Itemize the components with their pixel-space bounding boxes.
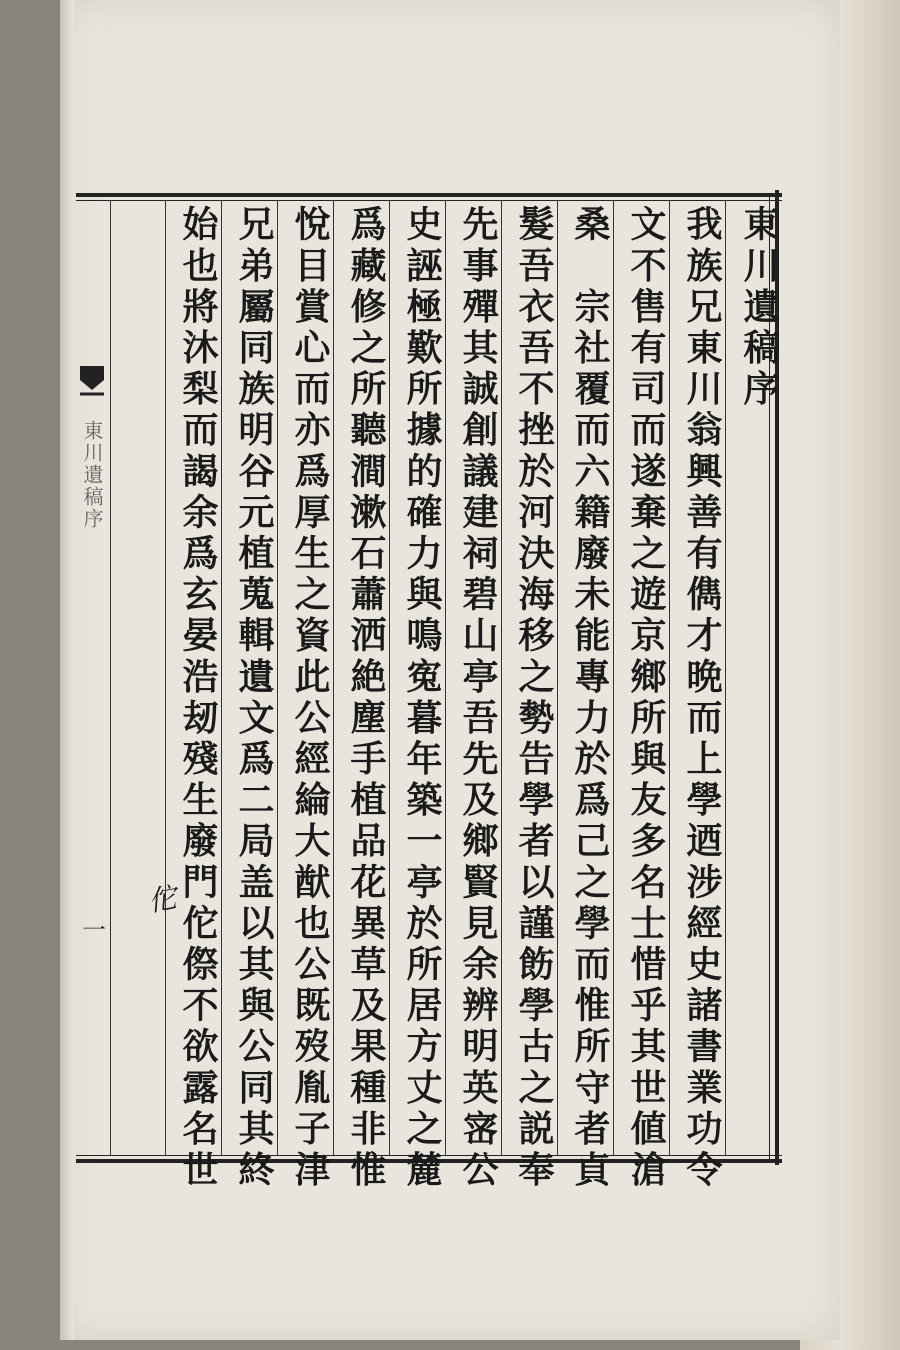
text-column-10: 始也將沐梨而謁余爲玄晏浩刼殘生廢門佗傺不欲露名世 — [177, 205, 219, 1192]
column-rule — [277, 200, 278, 1155]
column-rule — [165, 200, 166, 1155]
column-rule — [333, 200, 334, 1155]
handwritten-annotation: 佗 — [145, 880, 179, 919]
fish-tail-mark — [78, 360, 106, 420]
text-column-9: 兄弟屬同族明谷元植蒐輯遺文爲二局盖以其與公同其終 — [233, 205, 275, 1192]
text-column-5: 先事殫其誠創議建祠碧山亭吾先及鄉賢見余辨明英宻公 — [457, 205, 499, 1192]
margin-page-number: 一 — [82, 916, 106, 944]
text-column-6: 史誣極歎所據的確力與鳴寃暮年築一亭於所居方丈之麓 — [401, 205, 443, 1192]
text-column-7: 爲藏修之所聽澗漱石蕭洒絶塵手植品花異草及果種非惟 — [345, 205, 387, 1192]
text-column-2: 文不售有司而遂棄之遊京鄉所與友多名士惜乎其世値滄 — [625, 205, 667, 1192]
column-rule — [221, 200, 222, 1155]
column-rule — [613, 200, 614, 1155]
frame-inner-top-rule — [76, 200, 782, 201]
column-rule — [445, 200, 446, 1155]
text-column-1: 我族兄東川翁興善有儁才晩而上學迺涉經史諸書業功令 — [681, 205, 723, 1192]
column-rule — [725, 200, 726, 1155]
column-rule — [669, 200, 670, 1155]
text-column-8: 悅目賞心而亦爲厚生之資此公經綸大猷也公既歿胤子津 — [289, 205, 331, 1192]
column-rule — [501, 200, 502, 1155]
page-binding-edge — [60, 0, 74, 1340]
preface-title: 東川遺稿序 — [738, 205, 780, 411]
center-margin-rule — [110, 200, 111, 1155]
margin-book-title: 東川遺稿序 — [80, 420, 104, 530]
column-rule — [389, 200, 390, 1155]
column-rule — [557, 200, 558, 1155]
text-column-4: 髮吾衣吾不挫於河決海移之勢告學者以謹飭學古之説奉 — [513, 205, 555, 1192]
text-column-3: 桑 宗社覆而六籍廢未能專力於爲己之學而惟所守者貞 — [569, 205, 611, 1192]
